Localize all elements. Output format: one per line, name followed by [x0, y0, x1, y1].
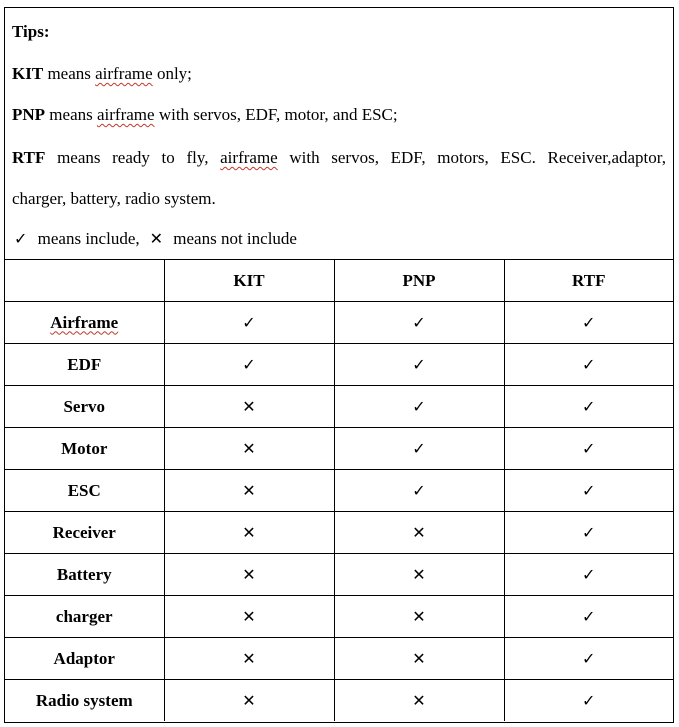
pnp-cell: ✕	[334, 554, 504, 596]
spellcheck-word: airframe	[220, 148, 278, 167]
rtf-cell: ✓	[504, 470, 673, 512]
table-header-row	[5, 260, 673, 302]
table-row	[5, 554, 673, 596]
pnp-term: PNP	[12, 105, 46, 124]
kit-cell: ✕	[164, 554, 334, 596]
rtf-cell: ✓	[504, 428, 673, 470]
kit-definition: KIT means airframe only;	[12, 64, 192, 83]
kit-cell: ✓	[164, 344, 334, 386]
document-frame	[4, 7, 674, 723]
rtf-definition: RTF means ready to fly, airframe with servos, EDF, motors, ESC. Receiver,adaptor,	[12, 148, 666, 167]
spellcheck-word: Airframe	[50, 312, 119, 332]
header-kit: KIT	[164, 260, 334, 302]
rtf-cell: ✓	[504, 680, 673, 722]
table-row	[5, 512, 673, 554]
rtf-cell: ✓	[504, 512, 673, 554]
kit-cell: ✕	[164, 512, 334, 554]
row-label	[5, 302, 164, 344]
row-label: Radio system	[5, 680, 164, 722]
kit-cell: ✕	[164, 596, 334, 638]
table-row	[5, 596, 673, 638]
table-row	[5, 386, 673, 428]
header-pnp: PNP	[334, 260, 504, 302]
tips-section	[5, 8, 673, 260]
table-row	[5, 302, 673, 344]
kit-cell: ✕	[164, 680, 334, 722]
pnp-definition: PNP means airframe with servos, EDF, motor, and ESC;	[12, 105, 398, 124]
kit-cell: ✕	[164, 638, 334, 680]
rtf-cell: ✓	[504, 638, 673, 680]
check-icon: ✓	[14, 229, 28, 248]
row-label: Motor	[5, 428, 164, 470]
row-label: Adaptor	[5, 638, 164, 680]
row-label: charger	[5, 596, 164, 638]
pnp-cell: ✕	[334, 638, 504, 680]
table-row	[5, 680, 673, 722]
rtf-term: RTF	[12, 148, 46, 167]
header-empty	[5, 260, 164, 302]
pnp-cell: ✕	[334, 680, 504, 722]
pnp-cell: ✓	[334, 386, 504, 428]
rtf-definition-continued: charger, battery, radio system.	[12, 189, 216, 208]
spellcheck-word: airframe	[96, 105, 155, 124]
pnp-cell: ✓	[334, 428, 504, 470]
table-row	[5, 470, 673, 512]
package-comparison-table	[5, 260, 673, 721]
pnp-cell: ✓	[334, 344, 504, 386]
rtf-cell: ✓	[504, 596, 673, 638]
kit-term: KIT	[12, 64, 44, 83]
table-row	[5, 638, 673, 680]
rtf-cell: ✓	[504, 344, 673, 386]
spellcheck-word: airframe	[95, 64, 153, 83]
pnp-cell: ✕	[334, 512, 504, 554]
row-label: ESC	[5, 470, 164, 512]
row-label: Receiver	[5, 512, 164, 554]
cross-icon: ✕	[149, 229, 164, 248]
rtf-cell: ✓	[504, 302, 673, 344]
kit-cell: ✕	[164, 428, 334, 470]
pnp-cell: ✓	[334, 470, 504, 512]
kit-cell: ✓	[164, 302, 334, 344]
row-label: EDF	[5, 344, 164, 386]
symbol-legend: ✓ means include, ✕ means not include	[14, 229, 297, 248]
row-label: Servo	[5, 386, 164, 428]
header-rtf: RTF	[504, 260, 673, 302]
kit-cell: ✕	[164, 386, 334, 428]
tips-heading: Tips:	[12, 22, 50, 41]
table-row	[5, 344, 673, 386]
pnp-cell: ✕	[334, 596, 504, 638]
table-row	[5, 428, 673, 470]
rtf-cell: ✓	[504, 386, 673, 428]
pnp-cell: ✓	[334, 302, 504, 344]
rtf-cell: ✓	[504, 554, 673, 596]
row-label: Battery	[5, 554, 164, 596]
kit-cell: ✕	[164, 470, 334, 512]
